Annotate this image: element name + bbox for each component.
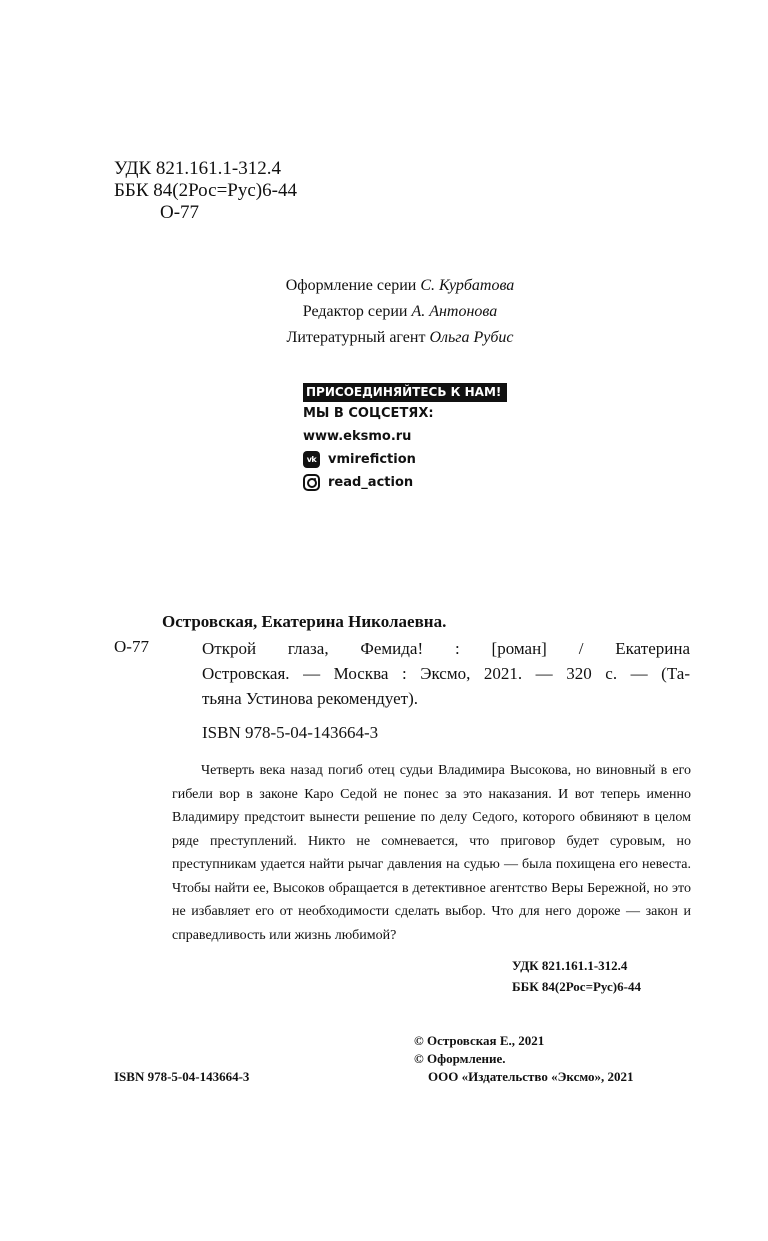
vk-icon: vk bbox=[303, 451, 320, 468]
site-link[interactable]: www.eksmo.ru bbox=[303, 429, 412, 444]
instagram-link[interactable] bbox=[303, 471, 507, 494]
vk-handle: vmirefiction bbox=[328, 452, 416, 467]
series-credits bbox=[160, 273, 640, 351]
annotation bbox=[172, 759, 691, 947]
instagram-handle: read_action bbox=[328, 475, 414, 490]
copyright-design: © Оформление. bbox=[414, 1051, 506, 1066]
social-block bbox=[303, 381, 507, 494]
isbn-main: ISBN 978-5-04-143664-3 bbox=[202, 723, 379, 742]
copyright-block bbox=[414, 1032, 634, 1086]
agent-credit bbox=[160, 325, 640, 351]
udk-code-bottom: УДК 821.161.1-312.4 bbox=[512, 958, 628, 973]
bbk-code-bottom: ББК 84(2Рос=Рус)6-44 bbox=[512, 979, 641, 994]
udk-classification-bottom bbox=[512, 955, 641, 997]
instagram-icon bbox=[303, 474, 320, 491]
biblio-code: О-77 bbox=[114, 637, 149, 656]
biblio-line-3: тьяна Устинова рекомендует). bbox=[202, 689, 418, 708]
social-subtitle: МЫ В СОЦСЕТЯХ: bbox=[303, 406, 434, 421]
bbk-code: ББК 84(2Рос=Рус)6-44 bbox=[114, 180, 297, 201]
vk-link[interactable] bbox=[303, 448, 507, 471]
udk-classification-top bbox=[114, 158, 297, 224]
copyright-publisher: ООО «Издательство «Эксмо», 2021 bbox=[428, 1069, 634, 1084]
design-label: Оформление серии bbox=[285, 277, 417, 294]
editor-credit bbox=[160, 299, 640, 325]
editor-name: А. Антонова bbox=[411, 303, 498, 320]
agent-label: Литературный агент bbox=[286, 329, 426, 346]
isbn-bottom: ISBN 978-5-04-143664-3 bbox=[114, 1069, 250, 1084]
agent-name: Ольга Рубис bbox=[429, 329, 514, 346]
author-heading: Островская, Екатерина Николаевна. bbox=[162, 612, 447, 631]
udk-code: УДК 821.161.1-312.4 bbox=[114, 158, 281, 179]
biblio-line-1: Открой глаза, Фемида! : [роман] / Екатерина bbox=[202, 639, 690, 658]
biblio-line-2: Островская. — Москва : Эксмо, 2021. — 320 с. — (Та- bbox=[202, 664, 690, 683]
copyright-author: © Островская Е., 2021 bbox=[414, 1033, 545, 1048]
bibliographic-description bbox=[202, 636, 690, 711]
design-credit bbox=[160, 273, 640, 299]
join-us-banner: ПРИСОЕДИНЯЙТЕСЬ К НАМ! bbox=[303, 383, 507, 402]
design-name: С. Курбатова bbox=[420, 277, 515, 294]
editor-label: Редактор серии bbox=[302, 303, 408, 320]
author-sign: О-77 bbox=[160, 202, 200, 223]
annotation-text: Четверть века назад погиб отец судьи Владимира Высокова, но виновный в его гибели вор в законе Каро Седой не понес за это наказания. И вот теперь именно Владимиру предстоит вынести решение по делу Седого, которого обвиняют в целом ряде преступлений. Никто не сомневается, что приговор будет суровым, но преступникам удается найти рычаг давления на судью — была похищена его невеста. Чтобы найти ее, Высоков обращается в детективное агентство Веры Бережной, но это не избавляет его от необходимости сделать выбор. Что для него дороже — закон и справедливость или жизнь любимой? bbox=[172, 763, 691, 943]
